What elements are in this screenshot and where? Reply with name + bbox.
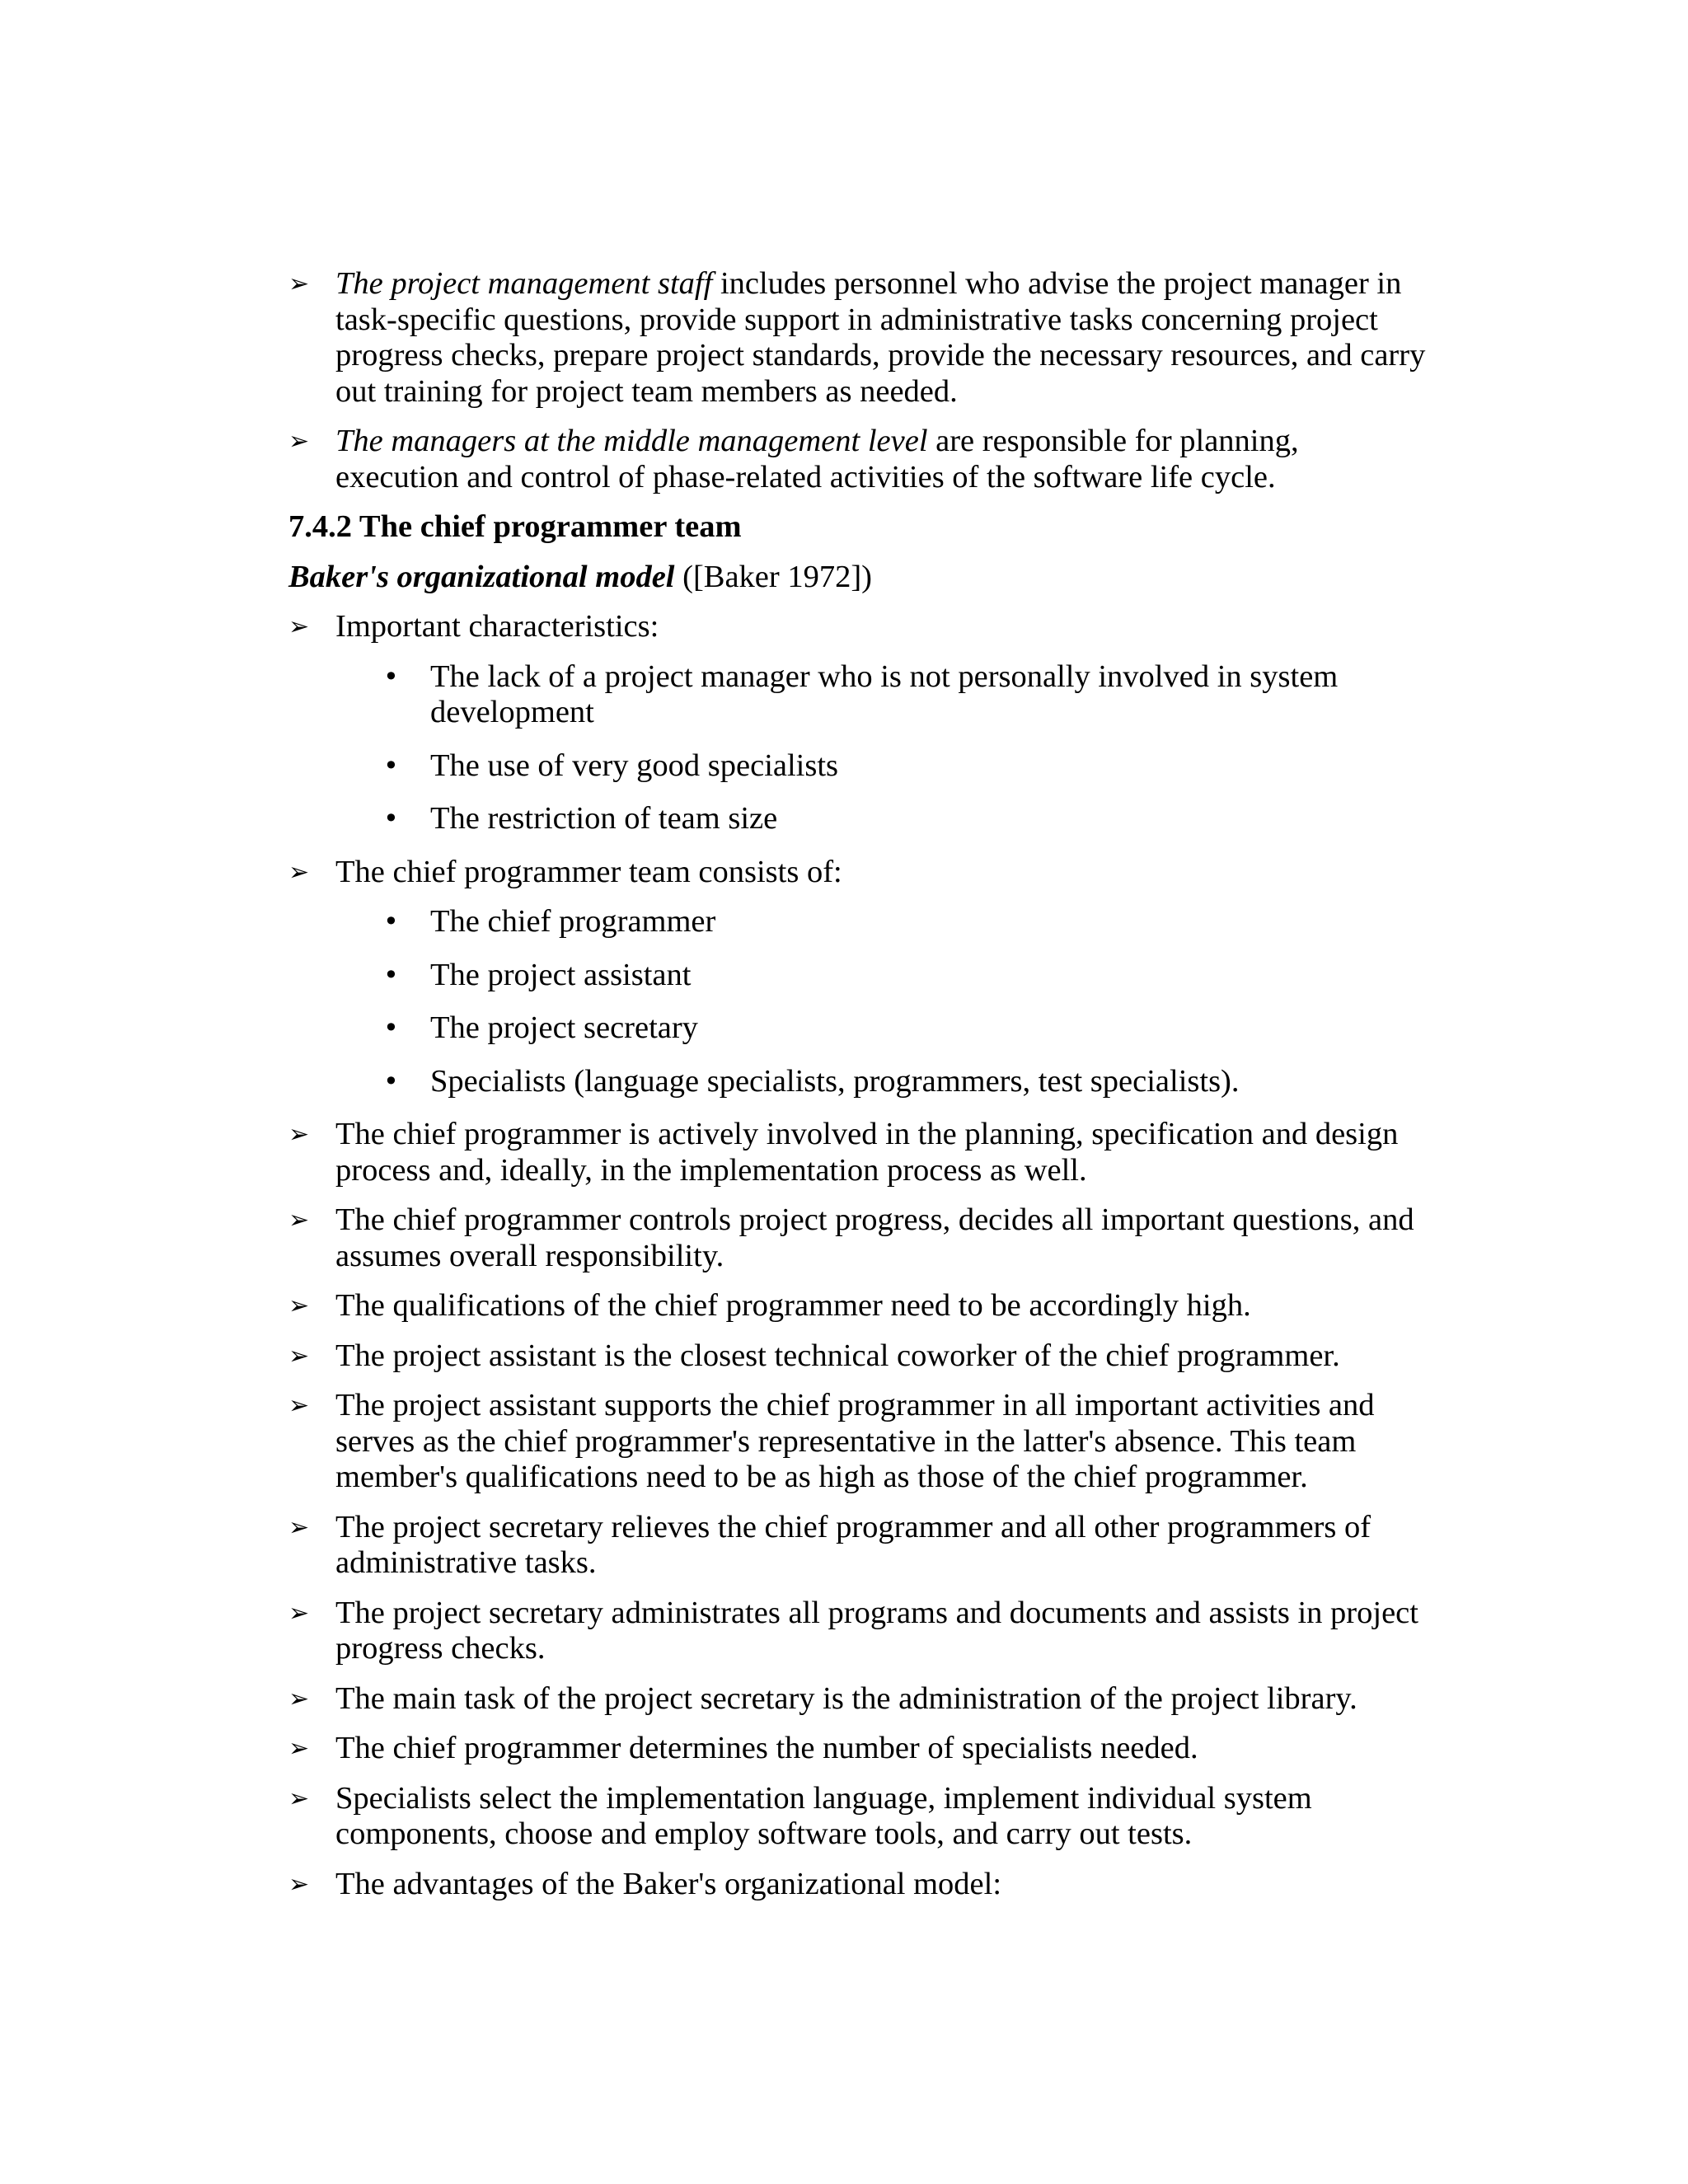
bullet-dot-icon: • bbox=[383, 1065, 399, 1097]
bullet-dot-icon: • bbox=[383, 1012, 399, 1043]
point-text: The project assistant supports the chief programmer in all important activities and serves as the chief programmer's representative in the latter's absence. This team member's qualifications need to be as high as those of the chief programmer. bbox=[335, 1388, 1375, 1494]
arrow-bullet-icon: ➢ bbox=[288, 269, 310, 298]
bullet-dot-icon: • bbox=[383, 906, 399, 937]
model-citation: ([Baker 1972]) bbox=[674, 559, 872, 594]
arrow-bullet-icon: ➢ bbox=[288, 612, 310, 641]
intro-item-staff bbox=[288, 266, 1426, 410]
arrow-bullet-icon: ➢ bbox=[288, 1869, 310, 1899]
point-item bbox=[288, 1388, 1426, 1496]
list-item-text: The project assistant bbox=[430, 957, 692, 992]
point-text: The project assistant is the closest technical coworker of the chief programmer. bbox=[335, 1338, 1340, 1373]
bullet-dot-icon: • bbox=[383, 660, 399, 692]
arrow-bullet-icon: ➢ bbox=[288, 1512, 310, 1542]
list-item bbox=[383, 958, 1426, 994]
intro-item-term: The managers at the middle management level bbox=[335, 424, 928, 458]
intro-item-middle-managers bbox=[288, 424, 1426, 495]
intro-item-text: are responsible for planning, execution and control of phase-related activities of the software life cycle. bbox=[335, 424, 1299, 494]
document-page bbox=[288, 266, 1426, 1916]
list-item bbox=[383, 1064, 1426, 1100]
point-item bbox=[288, 1510, 1426, 1582]
list-item-text: The restriction of team size bbox=[430, 801, 778, 836]
section-heading: 7.4.2 The chief programmer team bbox=[288, 509, 742, 544]
point-item bbox=[288, 1731, 1426, 1767]
point-text: The qualifications of the chief programmer need to be accordingly high. bbox=[335, 1288, 1251, 1323]
arrow-bullet-icon: ➢ bbox=[288, 857, 310, 887]
point-item bbox=[288, 1867, 1426, 1903]
point-text: Specialists select the implementation language, implement individual system components, choose and employ software tools, and carry out tests. bbox=[335, 1780, 1312, 1851]
point-text: The chief programmer controls project progress, decides all important questions, and assumes overall responsibility. bbox=[335, 1202, 1414, 1273]
arrow-bullet-icon: ➢ bbox=[288, 1391, 310, 1420]
bullet-dot-icon: • bbox=[383, 803, 399, 834]
model-line bbox=[288, 560, 1426, 596]
point-item bbox=[288, 1781, 1426, 1853]
point-text: The project secretary administrates all programs and documents and assists in project progress checks. bbox=[335, 1595, 1418, 1666]
intro-item-text: includes personnel who advise the project manager in task-specific questions, provide support in administrative tasks concerning project progress checks, prepare project standards, provide the necessary resources, and carry out training for project team members as needed. bbox=[335, 266, 1426, 409]
characteristics-label: Important characteristics: bbox=[335, 609, 659, 644]
list-item-text: The use of very good specialists bbox=[430, 748, 839, 783]
team-list bbox=[383, 904, 1426, 1099]
arrow-bullet-icon: ➢ bbox=[288, 1783, 310, 1813]
list-item-text: Specialists (language specialists, programmers, test specialists). bbox=[430, 1063, 1240, 1099]
point-item bbox=[288, 1202, 1426, 1274]
list-item bbox=[383, 801, 1426, 837]
characteristics-list bbox=[383, 659, 1426, 837]
list-item-text: The project secretary bbox=[430, 1010, 698, 1045]
arrow-bullet-icon: ➢ bbox=[288, 1734, 310, 1763]
list-item bbox=[383, 1010, 1426, 1047]
point-item bbox=[288, 1596, 1426, 1667]
team-label: The chief programmer team consists of: bbox=[335, 854, 842, 889]
arrow-bullet-icon: ➢ bbox=[288, 1598, 310, 1628]
arrow-bullet-icon: ➢ bbox=[288, 1206, 310, 1235]
arrow-bullet-icon: ➢ bbox=[288, 427, 310, 456]
list-item-text: The chief programmer bbox=[430, 904, 716, 939]
arrow-bullet-icon: ➢ bbox=[288, 1120, 310, 1149]
arrow-bullet-icon: ➢ bbox=[288, 1684, 310, 1713]
list-item bbox=[383, 748, 1426, 785]
characteristics-item bbox=[288, 609, 1426, 645]
list-item bbox=[383, 659, 1426, 731]
list-item bbox=[383, 904, 1426, 940]
point-text: The main task of the project secretary is the administration of the project library. bbox=[335, 1680, 1357, 1716]
bullet-dot-icon: • bbox=[383, 749, 399, 781]
arrow-bullet-icon: ➢ bbox=[288, 1341, 310, 1371]
point-text: The chief programmer is actively involved in the planning, specification and design process and, ideally, in the implementation process as well. bbox=[335, 1117, 1399, 1188]
list-item-text: The lack of a project manager who is not personally involved in system development bbox=[430, 658, 1339, 729]
point-item bbox=[288, 1117, 1426, 1188]
point-item bbox=[288, 1288, 1426, 1324]
team-item bbox=[288, 855, 1426, 891]
bullet-dot-icon: • bbox=[383, 958, 399, 991]
point-text: The advantages of the Baker's organizational model: bbox=[335, 1866, 1002, 1901]
point-item bbox=[288, 1681, 1426, 1718]
arrow-bullet-icon: ➢ bbox=[288, 1291, 310, 1320]
model-name: Baker's organizational model bbox=[288, 559, 675, 594]
intro-item-term: The project management staff bbox=[335, 266, 713, 301]
point-text: The project secretary relieves the chief programmer and all other programmers of administrative tasks. bbox=[335, 1509, 1372, 1580]
point-text: The chief programmer determines the number of specialists needed. bbox=[335, 1731, 1198, 1765]
point-item bbox=[288, 1338, 1426, 1375]
